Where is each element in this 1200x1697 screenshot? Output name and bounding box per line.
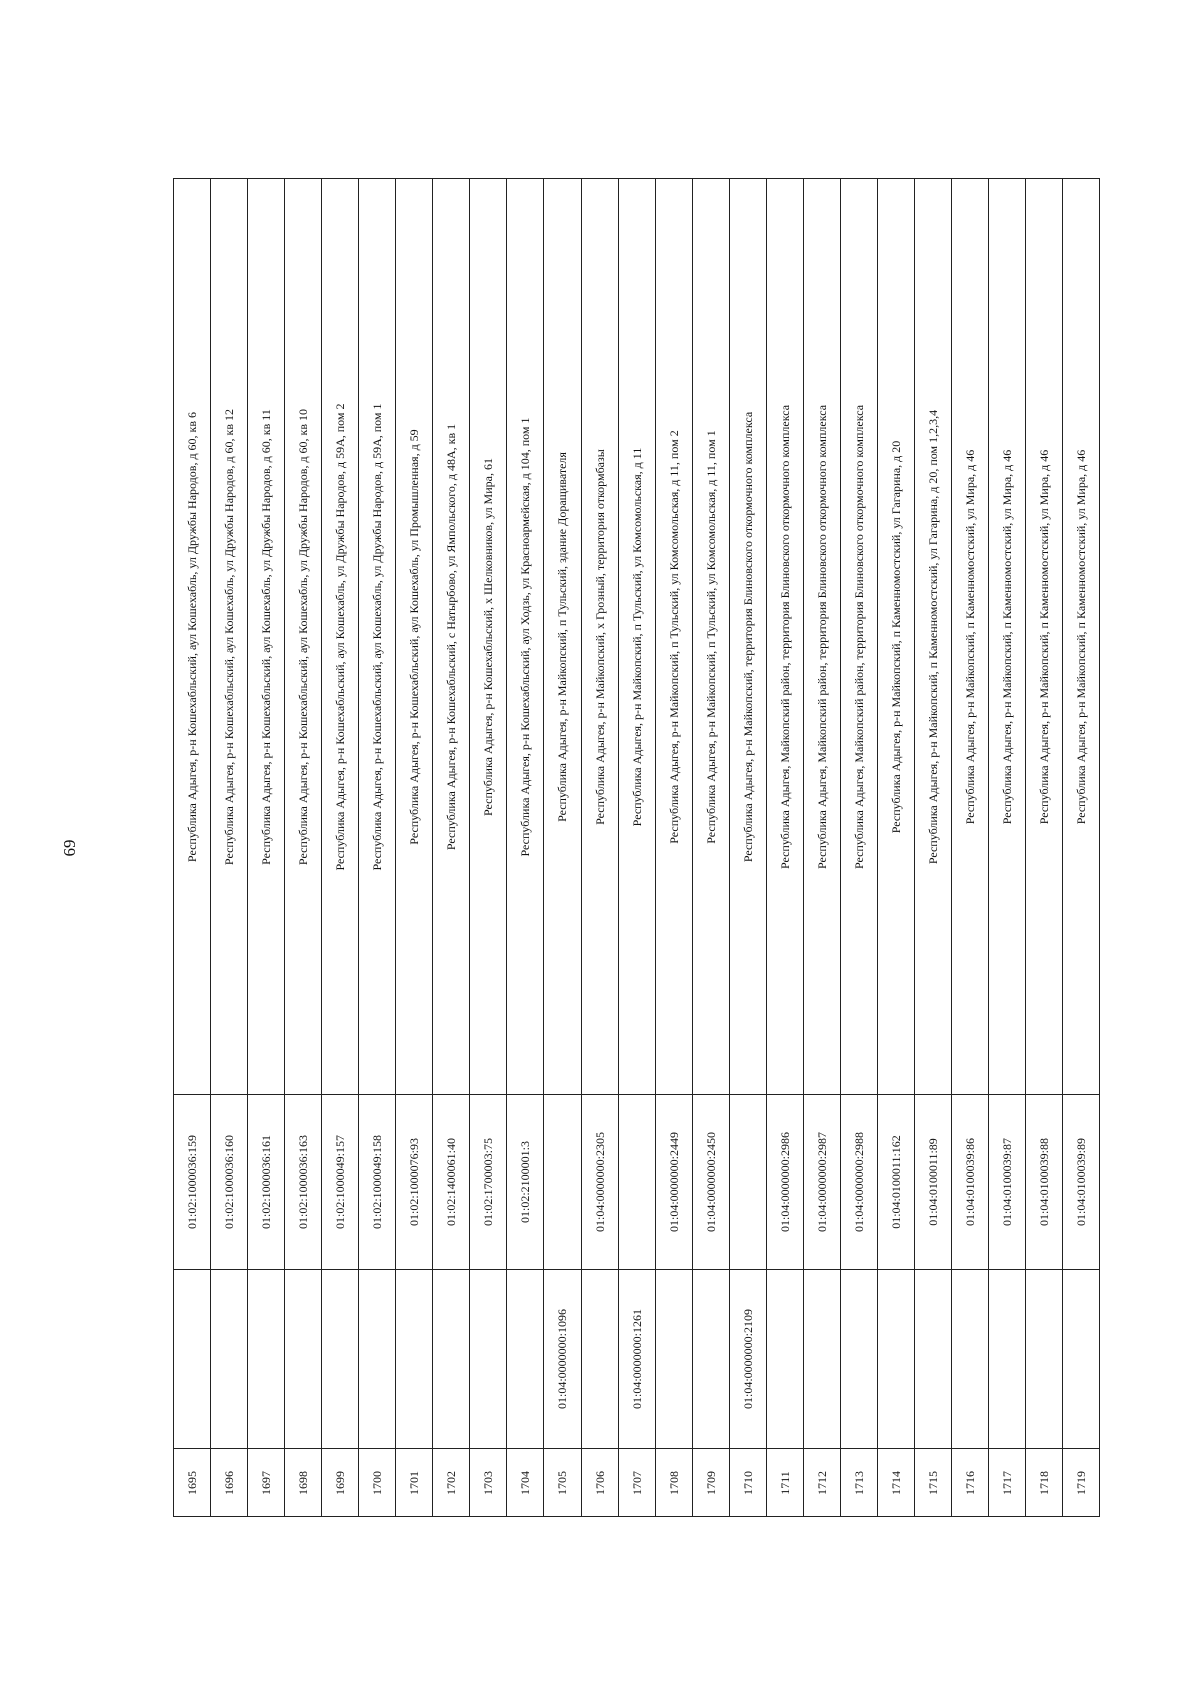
parent-cadastral-number-cell <box>952 1269 988 1448</box>
row-number-cell <box>619 1448 655 1516</box>
parent-cadastral-number-cell <box>582 1269 618 1448</box>
parent-cadastral-number-cell <box>470 1269 506 1448</box>
cadastral-number-cell <box>544 1094 580 1269</box>
address-text: Республика Адыгея, р-н Майкопский, п Каменномостский, ул Мира, д 46 <box>1000 449 1015 824</box>
parent-cadastral-number-cell <box>359 1269 395 1448</box>
row-number-cell <box>915 1448 951 1516</box>
row-number-text: 1696 <box>222 1470 237 1495</box>
row-number-cell <box>989 1448 1025 1516</box>
address-cell <box>211 179 247 1094</box>
cadastral-number-text: 01:04:0100011:162 <box>888 1135 903 1229</box>
cadastral-number-cell <box>619 1094 655 1269</box>
row-number-text: 1714 <box>888 1470 903 1495</box>
row-number-cell <box>656 1448 692 1516</box>
row-number-cell <box>693 1448 729 1516</box>
row-number-cell <box>470 1448 506 1516</box>
address-text: Республика Адыгея, р-н Кошехабльский, аул Ходзь, ул Красноармейская, д 104, пом 1 <box>518 417 533 856</box>
parent-cadastral-number-cell <box>507 1269 543 1448</box>
address-cell <box>730 179 766 1094</box>
row-number-text: 1701 <box>407 1470 422 1495</box>
row-number-text: 1705 <box>555 1470 570 1495</box>
address-cell <box>582 179 618 1094</box>
parent-cadastral-number-cell <box>174 1269 210 1448</box>
address-cell <box>693 179 729 1094</box>
table-row <box>248 179 285 1516</box>
row-number-text: 1703 <box>481 1470 496 1495</box>
row-number-cell <box>730 1448 766 1516</box>
cadastral-number-text: 01:02:1000049:158 <box>370 1134 385 1230</box>
row-number-cell <box>359 1448 395 1516</box>
row-number-text: 1695 <box>185 1470 200 1495</box>
cadastral-number-text: 01:04:0100039:89 <box>1074 1137 1089 1227</box>
table-row <box>841 179 878 1516</box>
address-text: Республика Адыгея, р-н Майкопский, п Каменномостский, ул Гагарина, д 20 <box>888 440 903 833</box>
address-cell <box>915 179 951 1094</box>
cadastral-number-cell <box>285 1094 321 1269</box>
table-row <box>211 179 248 1516</box>
cadastral-number-text: 01:04:0000000:2305 <box>592 1131 607 1233</box>
row-number-text: 1717 <box>1000 1470 1015 1495</box>
address-cell <box>878 179 914 1094</box>
row-number-cell <box>582 1448 618 1516</box>
cadastral-number-text: 01:02:1000036:159 <box>185 1134 200 1230</box>
cadastral-number-text: 01:04:0100039:88 <box>1037 1137 1052 1227</box>
cadastral-number-text: 01:04:0000000:2450 <box>703 1131 718 1233</box>
parent-cadastral-number-cell <box>619 1269 655 1448</box>
address-text: Республика Адыгея, р-н Майкопский, территория Блиновского откормочного комплекса <box>740 411 755 862</box>
row-number-cell <box>507 1448 543 1516</box>
registry-table <box>173 178 1100 1517</box>
table-row <box>544 179 581 1516</box>
address-text: Республика Адыгея, р-н Кошехабльский, аул Кошехабль, ул Дружбы Народов, д 59А, пом 1 <box>370 402 385 871</box>
cadastral-number-cell <box>915 1094 951 1269</box>
cadastral-number-text: 01:04:0000000:2986 <box>777 1131 792 1233</box>
address-cell <box>322 179 358 1094</box>
row-number-text: 1702 <box>444 1470 459 1495</box>
cadastral-number-cell <box>396 1094 432 1269</box>
cadastral-number-cell <box>952 1094 988 1269</box>
address-cell <box>174 179 210 1094</box>
cadastral-number-text: 01:04:0100011:89 <box>925 1138 940 1226</box>
address-cell <box>248 179 284 1094</box>
cadastral-number-text: 01:04:0100039:86 <box>963 1137 977 1227</box>
cadastral-number-text: 01:02:1000036:160 <box>222 1134 237 1230</box>
parent-cadastral-number-cell <box>693 1269 729 1448</box>
row-number-text: 1716 <box>963 1470 977 1495</box>
row-number-text: 1700 <box>370 1470 385 1495</box>
cadastral-number-cell <box>211 1094 247 1269</box>
row-number-text: 1719 <box>1074 1470 1089 1495</box>
address-cell <box>359 179 395 1094</box>
table-row <box>359 179 396 1516</box>
parent-cadastral-number-cell <box>322 1269 358 1448</box>
address-text: Республика Адыгея, р-н Майкопский, п Тульский, ул Комсомольская, д 11, пом 1 <box>703 429 718 844</box>
cadastral-number-cell <box>989 1094 1025 1269</box>
row-number-text: 1713 <box>851 1470 866 1495</box>
address-text: Республика Адыгея, р-н Кошехабльский, аул Кошехабль, ул Дружбы Народов, д 59А, пом 2 <box>333 402 348 871</box>
table-row <box>433 179 470 1516</box>
row-number-text: 1710 <box>740 1470 755 1495</box>
address-text: Республика Адыгея, р-н Кошехабльский, х Шелковников, ул Мира, 61 <box>481 457 496 816</box>
address-cell <box>1063 179 1099 1094</box>
cadastral-number-text: 01:04:0000000:2449 <box>666 1131 681 1233</box>
row-number-cell <box>952 1448 988 1516</box>
cadastral-number-text: 01:02:2100001:3 <box>518 1140 533 1224</box>
table-row <box>1026 179 1063 1516</box>
address-cell <box>952 179 988 1094</box>
row-number-cell <box>544 1448 580 1516</box>
cadastral-number-text: 01:02:1000036:163 <box>296 1134 311 1230</box>
row-number-cell <box>878 1448 914 1516</box>
row-number-text: 1699 <box>333 1470 348 1495</box>
parent-cadastral-number-cell <box>767 1269 803 1448</box>
address-text: Республика Адыгея, Майкопский район, территория Блиновского откормочного комплекса <box>851 404 866 869</box>
address-cell <box>285 179 321 1094</box>
address-cell <box>989 179 1025 1094</box>
parent-cadastral-number-text: 01:04:0000000:1261 <box>629 1308 644 1410</box>
cadastral-number-cell <box>174 1094 210 1269</box>
row-number-text: 1712 <box>814 1470 829 1495</box>
cadastral-number-cell <box>248 1094 284 1269</box>
table-row <box>952 179 989 1516</box>
address-cell <box>841 179 877 1094</box>
cadastral-number-cell <box>582 1094 618 1269</box>
parent-cadastral-number-cell <box>730 1269 766 1448</box>
address-text: Республика Адыгея, р-н Кошехабльский, аул Кошехабль, ул Дружбы Народов, д 60, кв 11 <box>259 408 274 865</box>
parent-cadastral-number-text: 01:04:0000000:1096 <box>555 1308 570 1410</box>
address-text: Республика Адыгея, Майкопский район, территория Блиновского откормочного комплекса <box>814 404 829 869</box>
table-row <box>619 179 656 1516</box>
address-cell <box>767 179 803 1094</box>
table-row <box>767 179 804 1516</box>
table-row <box>470 179 507 1516</box>
parent-cadastral-number-cell <box>915 1269 951 1448</box>
address-cell <box>470 179 506 1094</box>
table-row <box>396 179 433 1516</box>
address-text: Республика Адыгея, р-н Майкопский, п Каменномостский, ул Мира, д 46 <box>1074 449 1089 824</box>
cadastral-number-cell <box>878 1094 914 1269</box>
row-number-cell <box>1063 1448 1099 1516</box>
table-row <box>915 179 952 1516</box>
row-number-text: 1706 <box>592 1470 607 1495</box>
table-row <box>582 179 619 1516</box>
parent-cadastral-number-cell <box>1026 1269 1062 1448</box>
cadastral-number-text: 01:02:1000036:161 <box>259 1134 274 1230</box>
cadastral-number-text: 01:02:1700003:75 <box>481 1137 496 1227</box>
address-text: Республика Адыгея, р-н Майкопский, п Тульский, здание Доращивателя <box>555 451 570 822</box>
parent-cadastral-number-cell <box>396 1269 432 1448</box>
row-number-text: 1709 <box>703 1470 718 1495</box>
parent-cadastral-number-text: 01:04:0000000:2109 <box>740 1308 755 1410</box>
row-number-cell <box>211 1448 247 1516</box>
address-cell <box>544 179 580 1094</box>
row-number-cell <box>841 1448 877 1516</box>
address-text: Республика Адыгея, р-н Кошехабльский, аул Кошехабль, ул Дружбы Народов, д 60, кв 6 <box>185 411 200 862</box>
address-text: Республика Адыгея, р-н Кошехабльский, с Натырбово, ул Ямпольского, д 48А, кв 1 <box>444 423 459 850</box>
parent-cadastral-number-cell <box>841 1269 877 1448</box>
parent-cadastral-number-cell <box>804 1269 840 1448</box>
address-text: Республика Адыгея, р-н Майкопский, п Каменномостский, ул Гагарина, д 20, пом 1,2,3,4 <box>925 409 940 864</box>
row-number-text: 1698 <box>296 1470 311 1495</box>
table-row <box>1063 179 1099 1516</box>
cadastral-number-cell <box>470 1094 506 1269</box>
address-cell <box>507 179 543 1094</box>
table-row <box>322 179 359 1516</box>
address-text: Республика Адыгея, р-н Майкопский, п Каменномостский, ул Мира, д 46 <box>1037 449 1052 824</box>
address-text: Республика Адыгея, р-н Майкопский, п Тульский, ул Комсомольская, д 11 <box>629 447 644 826</box>
row-number-cell <box>174 1448 210 1516</box>
address-cell <box>1026 179 1062 1094</box>
cadastral-number-cell <box>656 1094 692 1269</box>
address-cell <box>619 179 655 1094</box>
cadastral-number-cell <box>433 1094 469 1269</box>
row-number-cell <box>322 1448 358 1516</box>
address-text: Республика Адыгея, р-н Кошехабльский, аул Кошехабль, ул Промышленная, д 59 <box>407 428 422 845</box>
parent-cadastral-number-cell <box>248 1269 284 1448</box>
cadastral-number-text: 01:04:0000000:2988 <box>851 1131 866 1233</box>
cadastral-number-text: 01:04:0100039:87 <box>1000 1137 1015 1227</box>
table-row <box>693 179 730 1516</box>
cadastral-number-text: 01:02:1000049:157 <box>333 1134 348 1230</box>
row-number-cell <box>804 1448 840 1516</box>
row-number-text: 1704 <box>518 1470 533 1495</box>
table-row <box>285 179 322 1516</box>
cadastral-number-cell <box>1026 1094 1062 1269</box>
page-number: 69 <box>60 839 79 857</box>
address-cell <box>396 179 432 1094</box>
table-row <box>804 179 841 1516</box>
cadastral-number-cell <box>804 1094 840 1269</box>
cadastral-number-cell <box>507 1094 543 1269</box>
row-number-text: 1707 <box>629 1470 644 1495</box>
parent-cadastral-number-cell <box>989 1269 1025 1448</box>
parent-cadastral-number-cell <box>544 1269 580 1448</box>
row-number-text: 1697 <box>259 1470 274 1495</box>
parent-cadastral-number-cell <box>211 1269 247 1448</box>
row-number-text: 1715 <box>925 1470 940 1495</box>
row-number-cell <box>285 1448 321 1516</box>
cadastral-number-cell <box>841 1094 877 1269</box>
row-number-text: 1711 <box>777 1470 792 1495</box>
cadastral-number-text: 01:04:0000000:2987 <box>814 1131 829 1233</box>
cadastral-number-cell <box>730 1094 766 1269</box>
cadastral-number-cell <box>693 1094 729 1269</box>
address-cell <box>656 179 692 1094</box>
table-row <box>730 179 767 1516</box>
address-cell <box>804 179 840 1094</box>
address-text: Республика Адыгея, р-н Кошехабльский, аул Кошехабль, ул Дружбы Народов, д 60, кв 12 <box>222 408 237 865</box>
address-text: Республика Адыгея, р-н Майкопский, п Тульский, ул Комсомольская, д 11, пом 2 <box>666 429 681 844</box>
address-text: Республика Адыгея, р-н Кошехабльский, аул Кошехабль, ул Дружбы Народов, д 60, кв 10 <box>296 408 311 865</box>
table-row <box>878 179 915 1516</box>
row-number-cell <box>248 1448 284 1516</box>
row-number-text: 1718 <box>1037 1470 1052 1495</box>
parent-cadastral-number-cell <box>285 1269 321 1448</box>
row-number-text: 1708 <box>666 1470 681 1495</box>
row-number-cell <box>396 1448 432 1516</box>
table-row <box>507 179 544 1516</box>
table-row <box>174 179 211 1516</box>
table-row <box>989 179 1026 1516</box>
address-text: Республика Адыгея, р-н Майкопский, х Грозный, территория откормбазы <box>592 448 607 825</box>
cadastral-number-cell <box>767 1094 803 1269</box>
parent-cadastral-number-cell <box>878 1269 914 1448</box>
cadastral-number-cell <box>359 1094 395 1269</box>
row-number-cell <box>433 1448 469 1516</box>
row-number-cell <box>767 1448 803 1516</box>
cadastral-number-text: 01:02:1000076:93 <box>407 1137 422 1227</box>
row-number-cell <box>1026 1448 1062 1516</box>
parent-cadastral-number-cell <box>433 1269 469 1448</box>
cadastral-number-text: 01:02:1400061:40 <box>444 1137 459 1227</box>
address-text: Республика Адыгея, Майкопский район, территория Блиновского откормочного комплекса <box>777 404 792 869</box>
table-row <box>656 179 693 1516</box>
cadastral-number-cell <box>322 1094 358 1269</box>
parent-cadastral-number-cell <box>1063 1269 1099 1448</box>
address-cell <box>433 179 469 1094</box>
parent-cadastral-number-cell <box>656 1269 692 1448</box>
cadastral-number-cell <box>1063 1094 1099 1269</box>
address-text: Республика Адыгея, р-н Майкопский, п Каменномостский, ул Мира, д 46 <box>963 449 977 824</box>
